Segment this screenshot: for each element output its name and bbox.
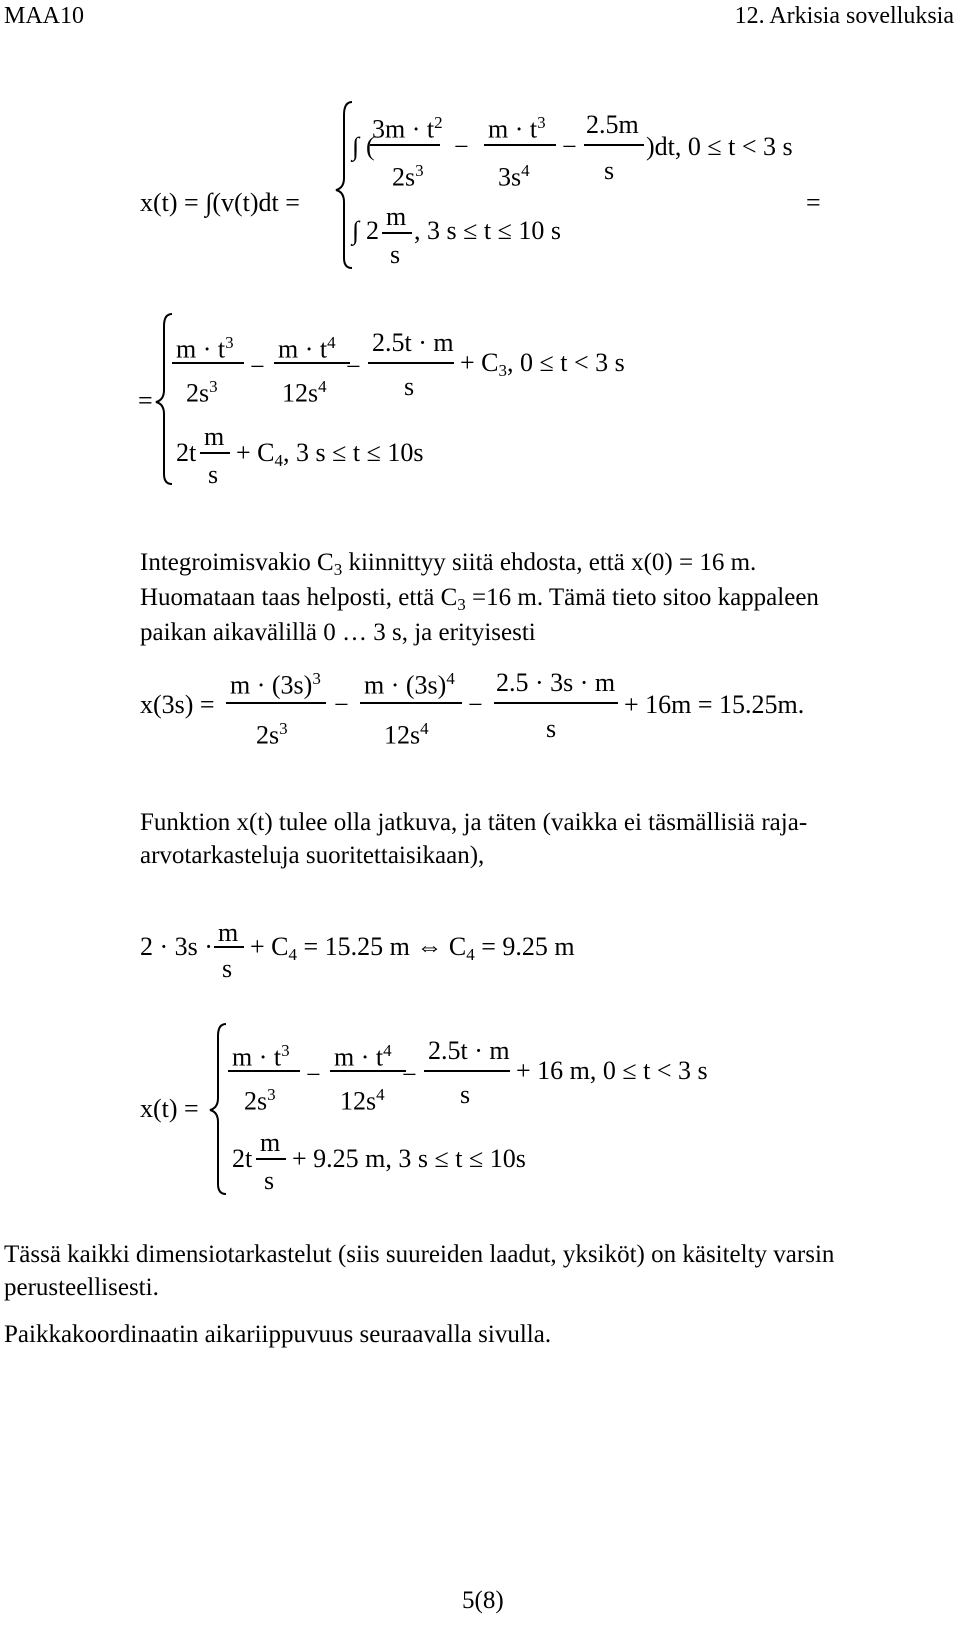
minus-sign: − bbox=[346, 352, 361, 381]
equation-1-case2-pre: 2 bbox=[366, 216, 379, 245]
equation-3-den3: s bbox=[546, 714, 557, 743]
paragraph-next-page-note: Paikkakoordinaatin aikariippuvuus seuraavalla sivulla. bbox=[4, 1321, 552, 1348]
equation-2-row1-den2-exp: 4 bbox=[318, 377, 327, 396]
equation-4-mid2-sub: 4 bbox=[466, 945, 475, 964]
equation-2-row1-num3: 2.5t · m bbox=[372, 328, 454, 357]
integral-sign: ∫ bbox=[352, 132, 360, 161]
minus-sign: − bbox=[334, 690, 349, 719]
equation-1-lhs: x(t) = ∫(v(t)dt = bbox=[140, 188, 300, 217]
equation-5-row1-den1-exp: 3 bbox=[267, 1085, 276, 1104]
equation-1-case1-den2-exp: 4 bbox=[521, 161, 530, 180]
equation-5-row1-tail: + 16 m, 0 ≤ t < 3 s bbox=[516, 1056, 708, 1085]
paragraph-1-text-b: kiinnittyy siitä ehdosta, että x(0) = 16 m. Huomataan taas helposti, että C bbox=[140, 549, 757, 611]
equation-1-case1-den1: 2s bbox=[392, 162, 416, 192]
paragraph-1-sub-a: 3 bbox=[333, 560, 343, 579]
equation-2-row1-tail2: , 0 ≤ t < 3 s bbox=[507, 348, 625, 377]
equation-2-row2-pre: 2t bbox=[176, 438, 197, 467]
fraction-bar bbox=[256, 1158, 286, 1160]
minus-sign: − bbox=[454, 132, 469, 161]
equation-3-den1-exp: 3 bbox=[279, 719, 288, 738]
minus-sign: − bbox=[402, 1060, 417, 1089]
equation-5-row1-den2: 12s bbox=[340, 1086, 377, 1116]
equation-4-tail: = 9.25 m bbox=[474, 932, 575, 961]
equation-2-row2-den: s bbox=[208, 460, 219, 489]
paragraph-1-sub-b: 3 bbox=[457, 595, 466, 614]
page-number: 5(8) bbox=[462, 1587, 504, 1614]
equation-1-open-paren: ( bbox=[366, 132, 375, 161]
equation-1-case1-num2: m · t bbox=[488, 114, 538, 144]
equation-2-row1-den1: 2s bbox=[186, 378, 210, 408]
equation-2-lhs: = bbox=[138, 386, 153, 415]
equation-2-row2-tail2: , 3 s ≤ t ≤ 10s bbox=[283, 438, 424, 467]
equation-3-den2-exp: 4 bbox=[420, 719, 429, 738]
equation-5-row2-tail: + 9.25 m, 3 s ≤ t ≤ 10s bbox=[292, 1144, 526, 1173]
equation-5-row1-den1: 2s bbox=[244, 1086, 268, 1116]
equation-1-case1-num1: 3m · t bbox=[372, 114, 435, 144]
paragraph-1-text-a: Integroimisvakio C bbox=[140, 549, 334, 576]
equation-3-lhs: x(3s) = bbox=[140, 690, 215, 719]
equation-3-num1-exp: 3 bbox=[312, 669, 321, 688]
equation-3-tail: + 16m = 15.25m. bbox=[624, 690, 805, 719]
equation-3-num3: 2.5 · 3s · m bbox=[496, 668, 616, 697]
equation-5-row1-den3: s bbox=[460, 1080, 471, 1109]
equation-2-row1-tail-sub: 3 bbox=[498, 361, 508, 380]
equation-4-den: s bbox=[222, 954, 233, 983]
header-section-title: 12. Arkisia sovelluksia bbox=[734, 3, 954, 29]
integral-sign: ∫ bbox=[352, 216, 360, 245]
paragraph-continuity: Funktion x(t) tulee olla jatkuva, ja täten (vaikka ei täsmällisiä raja-arvotarkasteluja suoritettaisikaan), bbox=[140, 809, 808, 869]
paragraph-dimension-analysis: Tässä kaikki dimensiotarkastelut (siis suureiden laadut, yksiköt) on käsitelty varsin perusteellisesti. bbox=[4, 1241, 835, 1301]
equation-1-case1-den1-exp: 3 bbox=[415, 161, 424, 180]
equation-2-row1-den1-exp: 3 bbox=[209, 377, 218, 396]
equation-1-case1-den3: s bbox=[604, 156, 615, 185]
equation-4-mid: + C bbox=[250, 932, 289, 961]
equation-5-row1-num3: 2.5t · m bbox=[428, 1036, 510, 1065]
equation-2-row2-num: m bbox=[204, 422, 225, 451]
equation-2-row1-num2-exp: 4 bbox=[327, 333, 336, 352]
minus-sign: − bbox=[562, 132, 577, 161]
equation-2-row1-num1: m · t bbox=[176, 334, 226, 364]
equation-3-den2: 12s bbox=[384, 720, 421, 750]
equation-1-case1-num2-exp: 3 bbox=[537, 113, 546, 132]
equation-3-num2-exp: 4 bbox=[446, 669, 455, 688]
equation-5-row1-num2-exp: 4 bbox=[383, 1041, 392, 1060]
equation-5-lhs: x(t) = bbox=[140, 1094, 199, 1123]
equation-1-case2-tail: , 3 s ≤ t ≤ 10 s bbox=[414, 216, 561, 245]
equation-2-row1-den2: 12s bbox=[282, 378, 319, 408]
equation-1-case1-num3: 2.5m bbox=[586, 110, 639, 139]
equation-5-row2-pre: 2t bbox=[232, 1144, 253, 1173]
equation-1-case2-den: s bbox=[390, 240, 401, 269]
equation-2-row1-num1-exp: 3 bbox=[225, 333, 234, 352]
fraction-bar bbox=[330, 1070, 406, 1072]
minus-sign: − bbox=[306, 1060, 321, 1089]
header-course-code: MAA10 bbox=[4, 3, 85, 29]
equation-1-case2-num: m bbox=[386, 202, 407, 231]
equation-5-row1-num1-exp: 3 bbox=[281, 1041, 290, 1060]
minus-sign: − bbox=[250, 352, 265, 381]
equation-1-equals-right: = bbox=[806, 188, 821, 217]
equation-2-row1-den3: s bbox=[404, 372, 415, 401]
equation-3-den1: 2s bbox=[256, 720, 280, 750]
equation-4-mid-sub: 4 bbox=[288, 945, 298, 964]
equation-3-num1: m · (3s) bbox=[230, 670, 313, 700]
minus-sign: − bbox=[468, 690, 483, 719]
equation-5-row1-num2: m · t bbox=[334, 1042, 384, 1072]
equation-4-mid2: = 15.25 m ⇔ C bbox=[297, 932, 467, 961]
equation-2-row2-tail: + C bbox=[236, 438, 275, 467]
equation-2-row1-tail: + C bbox=[460, 348, 499, 377]
equation-5-row1-num1: m · t bbox=[232, 1042, 282, 1072]
equation-1-case1-num1-exp: 2 bbox=[434, 113, 443, 132]
equation-4-pre: 2 · 3s · bbox=[140, 932, 213, 961]
fraction-bar bbox=[424, 1070, 510, 1072]
equation-3-num2: m · (3s) bbox=[364, 670, 447, 700]
equation-5-row1-den2-exp: 4 bbox=[376, 1085, 385, 1104]
paragraph-1-text-c: =16 m. Tämä tieto sitoo kappaleen paikan aikavälillä 0 … 3 s, ja erityisesti bbox=[140, 584, 819, 646]
equation-5-row2-den: s bbox=[264, 1166, 275, 1195]
fraction-bar bbox=[228, 1070, 300, 1072]
equation-4-num: m bbox=[218, 918, 239, 947]
equation-2-row2-tail-sub: 4 bbox=[274, 451, 284, 470]
equation-1-case1-den2: 3s bbox=[498, 162, 522, 192]
equation-5-row2-num: m bbox=[260, 1128, 281, 1157]
equation-1-case1-tail: )dt, 0 ≤ t < 3 s bbox=[646, 132, 793, 161]
equation-2-row1-num2: m · t bbox=[278, 334, 328, 364]
